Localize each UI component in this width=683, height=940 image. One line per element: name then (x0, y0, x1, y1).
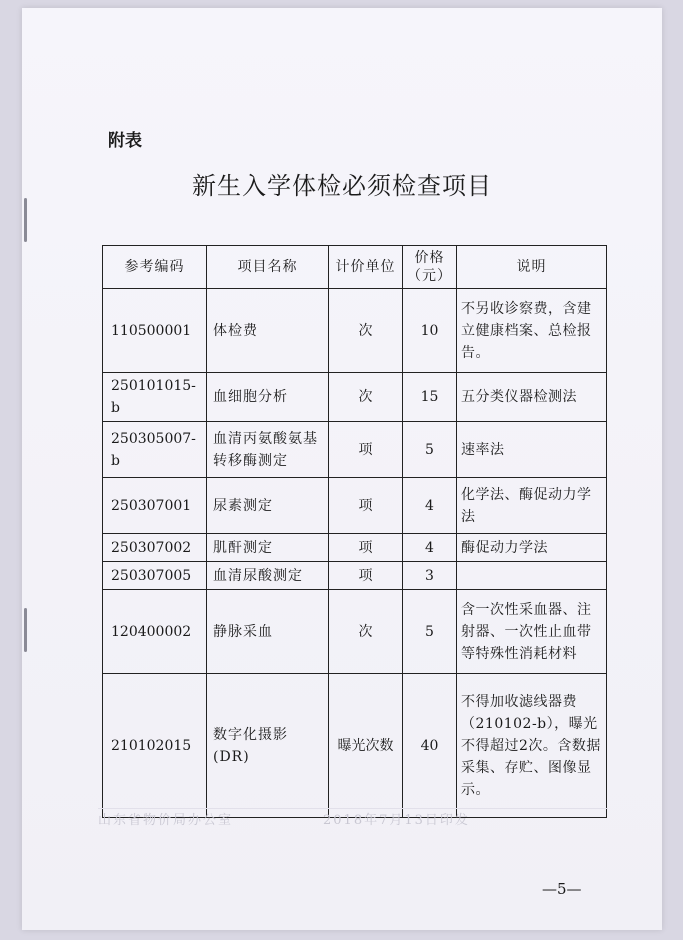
header-price: 价格 （元） (403, 246, 457, 289)
cell-code: 250307002 (103, 534, 207, 562)
cell-unit: 次 (329, 590, 403, 674)
document-page (22, 8, 662, 930)
table-row (103, 478, 607, 534)
cell-unit: 项 (329, 562, 403, 590)
cell-price: 15 (403, 373, 457, 422)
cell-price: 10 (403, 289, 457, 373)
cell-desc: 不另收诊察费，含建立健康档案、总检报告。 (457, 289, 607, 373)
cell-unit: 项 (329, 534, 403, 562)
staple-mark (24, 198, 27, 242)
cell-name: 血清丙氨酸氨基转移酶测定 (207, 422, 329, 478)
cell-price: 4 (403, 478, 457, 534)
header-unit: 计价单位 (329, 246, 403, 289)
table-row (103, 534, 607, 562)
cell-price: 5 (403, 590, 457, 674)
cell-name: 静脉采血 (207, 590, 329, 674)
table-row (103, 674, 607, 818)
cell-desc: 不得加收滤线器费（210102-b），曝光不得超过2次。含数据采集、存贮、图像显示。 (457, 674, 607, 818)
inspection-items-table (102, 245, 607, 818)
cell-desc: 五分类仪器检测法 (457, 373, 607, 422)
page-title: 新生入学体检必须检查项目 (192, 172, 492, 200)
cell-name: 血清尿酸测定 (207, 562, 329, 590)
table-row (103, 562, 607, 590)
table-row (103, 373, 607, 422)
table-header-row (103, 246, 607, 289)
cell-desc: 化学法、酶促动力学法 (457, 478, 607, 534)
cell-desc (457, 562, 607, 590)
cell-unit: 次 (329, 289, 403, 373)
cell-name: 数字化摄影(DR) (207, 674, 329, 818)
header-code: 参考编码 (103, 246, 207, 289)
cell-price: 3 (403, 562, 457, 590)
appendix-label: 附表 (108, 131, 142, 151)
cell-code: 250307001 (103, 478, 207, 534)
cell-price: 5 (403, 422, 457, 478)
table-row (103, 590, 607, 674)
cell-name: 血细胞分析 (207, 373, 329, 422)
table-row (103, 422, 607, 478)
cell-unit: 曝光次数 (329, 674, 403, 818)
staple-mark (24, 608, 27, 652)
cell-code: 120400002 (103, 590, 207, 674)
show-through-footer-text: 山东省物价局办公室 2018年7月13日印发 (98, 808, 608, 829)
cell-price: 40 (403, 674, 457, 818)
page-number: —5— (542, 880, 582, 898)
cell-code: 250307005 (103, 562, 207, 590)
cell-code: 110500001 (103, 289, 207, 373)
table-row (103, 289, 607, 373)
cell-name: 体检费 (207, 289, 329, 373)
cell-desc: 含一次性采血器、注射器、一次性止血带等特殊性消耗材料 (457, 590, 607, 674)
cell-code: 210102015 (103, 674, 207, 818)
cell-unit: 项 (329, 478, 403, 534)
header-name: 项目名称 (207, 246, 329, 289)
cell-name: 肌酐测定 (207, 534, 329, 562)
cell-desc: 速率法 (457, 422, 607, 478)
cell-name: 尿素测定 (207, 478, 329, 534)
cell-desc: 酶促动力学法 (457, 534, 607, 562)
cell-unit: 次 (329, 373, 403, 422)
cell-price: 4 (403, 534, 457, 562)
header-desc: 说明 (457, 246, 607, 289)
cell-unit: 项 (329, 422, 403, 478)
cell-code: 250305007-b (103, 422, 207, 478)
cell-code: 250101015-b (103, 373, 207, 422)
